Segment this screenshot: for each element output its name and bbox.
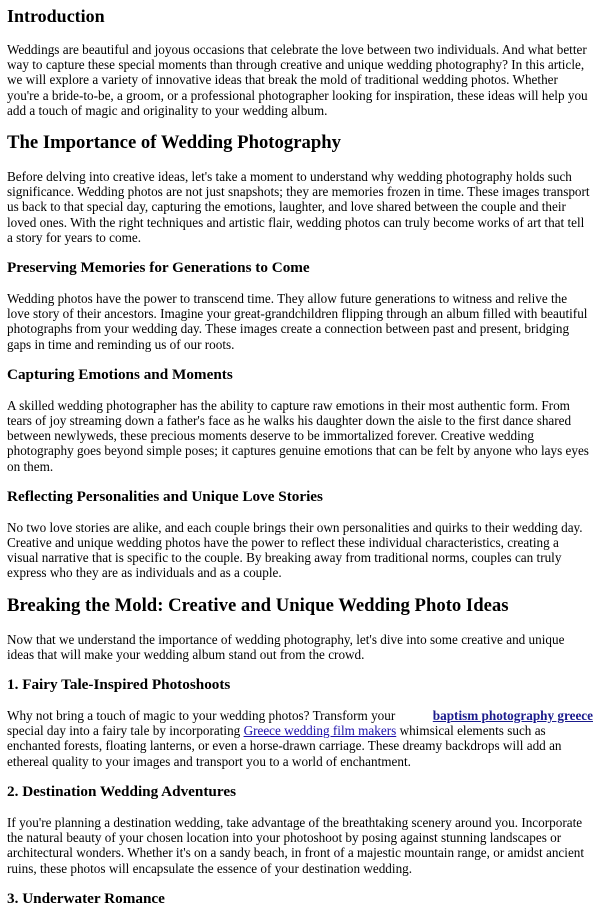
emotions-heading: Capturing Emotions and Moments [7,365,233,383]
fairy-tale-text-before: Why not bring a touch of magic to your wedding photos? Transform your special day into a fairy tale by incorporating [7,708,396,739]
fairy-tale-heading: 1. Fairy Tale-Inspired Photoshoots [7,676,231,694]
destination-heading: 2. Destination Wedding Adventures [7,782,236,800]
fairy-tale-paragraph [7,708,593,769]
baptism-photography-link[interactable]: baptism photography greece [432,708,593,724]
preserving-heading: Preserving Memories for Generations to Come [7,259,310,277]
personalities-paragraph: No two love stories are alike, and each couple brings their own personalities and quirks to their wedding day. Creative and unique wedding photos have the power to reflect these individual characteristics, creating a visual narrative that is specific to the couple. By breaking away from traditional norms, couples can truly express who they are as individuals and as a couple. [7,519,583,581]
fairy-tale-text-after: whimsical elements such as enchanted forests, floating lanterns, or even a horse-drawn carriage. These dreamy backdrops will add an ethereal quality to your images and transport you to a world of enchantment. [7,723,562,769]
intro-heading: Introduction [7,6,105,26]
wedding-film-makers-link[interactable]: Greece wedding film makers [243,723,397,739]
ideas-paragraph: Now that we understand the importance of wedding photography, let's dive into some creative and unique ideas that will make your wedding album stand out from the crowd. [7,631,565,662]
ideas-heading: Breaking the Mold: Creative and Unique Wedding Photo Ideas [7,594,509,616]
underwater-heading: 3. Underwater Romance [7,889,165,907]
emotions-paragraph: A skilled wedding photographer has the ability to capture raw emotions in their most authentic form. From tears of joy streaming down a father's face as he walks his daughter down the aisle to the first dance shared between newlyweds, these precious moments deserve to be immortalized forever. Creative wedding photography goes beyond simple poses; it captures genuine emotions that can be felt by anyone who lays eyes on them. [7,397,589,474]
destination-paragraph: If you're planning a destination wedding, take advantage of the breathtaking scenery around you. Incorporate the natural beauty of your chosen location into your photoshoot by posing against stunning landscapes or architectural wonders. Whether it's on a sandy beach, in front of a majestic mountain range, or amidst ancient ruins, these photos will encapsulate the essence of your destination wedding. [7,814,585,876]
importance-heading: The Importance of Wedding Photography [7,132,341,154]
personalities-heading: Reflecting Personalities and Unique Love Stories [7,487,323,505]
intro-paragraph: Weddings are beautiful and joyous occasions that celebrate the love between two individuals. And what better way to capture these special moments than through creative and unique wedding photography? In this article, we will explore a variety of innovative ideas that break the mold of traditional wedding photos. Whether you're a bride-to-be, a groom, or a professional photographer looking for inspiration, these ideas will help you add a touch of magic and originality to your wedding album. [7,42,588,118]
preserving-paragraph: Wedding photos have the power to transcend time. They allow future generations to witness and relive the love story of their ancestors. Imagine your great-grandchildren flipping through an album filled with beautiful photographs from your wedding day. These images create a connection between past and present, bridging gaps in time and reminding us of our roots. [7,291,588,352]
importance-paragraph: Before delving into creative ideas, let's take a moment to understand why wedding photography holds such significance. Wedding photos are not just snapshots; they are memories frozen in time. These images transport us back to that special day, capturing the emotions, laughter, and love shared between the couple and their loved ones. With the right techniques and artistic flair, wedding photos can truly become works of art that tell a story for years to come. [7,169,590,245]
